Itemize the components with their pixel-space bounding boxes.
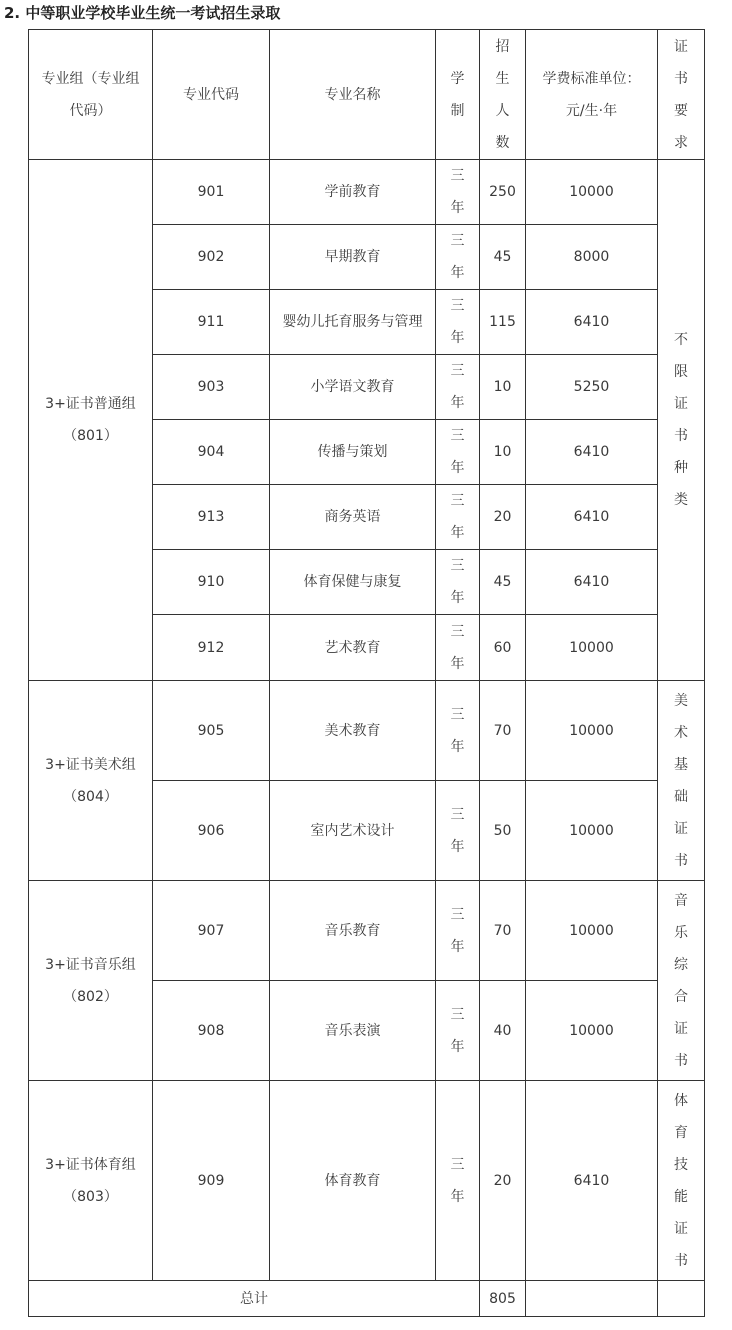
total-label: 总计 bbox=[29, 1281, 480, 1317]
major-fee: 10000 bbox=[526, 781, 658, 881]
major-fee: 10000 bbox=[526, 615, 658, 681]
major-enroll: 10 bbox=[480, 355, 526, 420]
major-name: 小学语文教育 bbox=[270, 355, 436, 420]
major-duration: 三年 bbox=[436, 550, 480, 615]
major-name: 音乐教育 bbox=[270, 881, 436, 981]
major-name: 艺术教育 bbox=[270, 615, 436, 681]
total-fee-empty bbox=[526, 1281, 658, 1317]
major-fee: 8000 bbox=[526, 225, 658, 290]
major-fee: 10000 bbox=[526, 681, 658, 781]
group-label: 3+证书音乐组（802） bbox=[29, 881, 153, 1081]
major-code: 906 bbox=[153, 781, 270, 881]
major-name: 学前教育 bbox=[270, 160, 436, 225]
major-enroll: 45 bbox=[480, 225, 526, 290]
major-duration: 三年 bbox=[436, 981, 480, 1081]
major-enroll: 40 bbox=[480, 981, 526, 1081]
major-duration: 三年 bbox=[436, 485, 480, 550]
major-code: 902 bbox=[153, 225, 270, 290]
major-fee: 6410 bbox=[526, 550, 658, 615]
major-code: 909 bbox=[153, 1081, 270, 1281]
major-fee: 6410 bbox=[526, 290, 658, 355]
table-row bbox=[29, 160, 705, 225]
major-fee: 10000 bbox=[526, 160, 658, 225]
major-fee: 6410 bbox=[526, 1081, 658, 1281]
major-name: 早期教育 bbox=[270, 225, 436, 290]
major-fee: 6410 bbox=[526, 485, 658, 550]
total-row bbox=[29, 1281, 705, 1317]
major-enroll: 115 bbox=[480, 290, 526, 355]
major-enroll: 50 bbox=[480, 781, 526, 881]
major-fee: 6410 bbox=[526, 420, 658, 485]
cert-requirement: 体育技能证书 bbox=[658, 1081, 705, 1281]
major-name: 体育保健与康复 bbox=[270, 550, 436, 615]
major-duration: 三年 bbox=[436, 681, 480, 781]
major-duration: 三年 bbox=[436, 225, 480, 290]
major-name: 美术教育 bbox=[270, 681, 436, 781]
group-label: 3+证书普通组（801） bbox=[29, 160, 153, 681]
major-fee: 10000 bbox=[526, 981, 658, 1081]
major-enroll: 70 bbox=[480, 881, 526, 981]
major-code: 910 bbox=[153, 550, 270, 615]
major-name: 室内艺术设计 bbox=[270, 781, 436, 881]
major-enroll: 45 bbox=[480, 550, 526, 615]
header-code: 专业代码 bbox=[153, 30, 270, 160]
major-code: 912 bbox=[153, 615, 270, 681]
major-name: 体育教育 bbox=[270, 1081, 436, 1281]
major-fee: 5250 bbox=[526, 355, 658, 420]
major-fee: 10000 bbox=[526, 881, 658, 981]
major-duration: 三年 bbox=[436, 420, 480, 485]
header-group: 专业组（专业组代码） bbox=[29, 30, 153, 160]
major-code: 905 bbox=[153, 681, 270, 781]
header-name: 专业名称 bbox=[270, 30, 436, 160]
major-enroll: 60 bbox=[480, 615, 526, 681]
major-code: 907 bbox=[153, 881, 270, 981]
major-duration: 三年 bbox=[436, 355, 480, 420]
header-fee: 学费标准单位：元/生·年 bbox=[526, 30, 658, 160]
major-name: 传播与策划 bbox=[270, 420, 436, 485]
major-name: 商务英语 bbox=[270, 485, 436, 550]
major-duration: 三年 bbox=[436, 290, 480, 355]
admission-table bbox=[28, 29, 705, 1317]
major-enroll: 70 bbox=[480, 681, 526, 781]
table-row bbox=[29, 681, 705, 781]
major-code: 911 bbox=[153, 290, 270, 355]
major-enroll: 20 bbox=[480, 485, 526, 550]
cert-requirement: 美术基础证书 bbox=[658, 681, 705, 881]
total-enroll: 805 bbox=[480, 1281, 526, 1317]
major-duration: 三年 bbox=[436, 881, 480, 981]
header-enroll: 招生人数 bbox=[480, 30, 526, 160]
cert-requirement: 不限证书种类 bbox=[658, 160, 705, 681]
major-name: 婴幼儿托育服务与管理 bbox=[270, 290, 436, 355]
major-enroll: 250 bbox=[480, 160, 526, 225]
group-label: 3+证书体育组（803） bbox=[29, 1081, 153, 1281]
table-row bbox=[29, 881, 705, 981]
major-duration: 三年 bbox=[436, 1081, 480, 1281]
header-cert: 证书要求 bbox=[658, 30, 705, 160]
major-code: 903 bbox=[153, 355, 270, 420]
section-title: 2. 中等职业学校毕业生统一考试招生录取 bbox=[4, 4, 281, 22]
header-row bbox=[29, 30, 705, 160]
header-duration: 学制 bbox=[436, 30, 480, 160]
major-duration: 三年 bbox=[436, 160, 480, 225]
major-code: 908 bbox=[153, 981, 270, 1081]
major-code: 904 bbox=[153, 420, 270, 485]
total-cert-empty bbox=[658, 1281, 705, 1317]
major-duration: 三年 bbox=[436, 615, 480, 681]
cert-requirement: 音乐综合证书 bbox=[658, 881, 705, 1081]
major-code: 913 bbox=[153, 485, 270, 550]
table-row bbox=[29, 1081, 705, 1281]
major-enroll: 20 bbox=[480, 1081, 526, 1281]
major-name: 音乐表演 bbox=[270, 981, 436, 1081]
group-label: 3+证书美术组（804） bbox=[29, 681, 153, 881]
major-enroll: 10 bbox=[480, 420, 526, 485]
major-duration: 三年 bbox=[436, 781, 480, 881]
major-code: 901 bbox=[153, 160, 270, 225]
